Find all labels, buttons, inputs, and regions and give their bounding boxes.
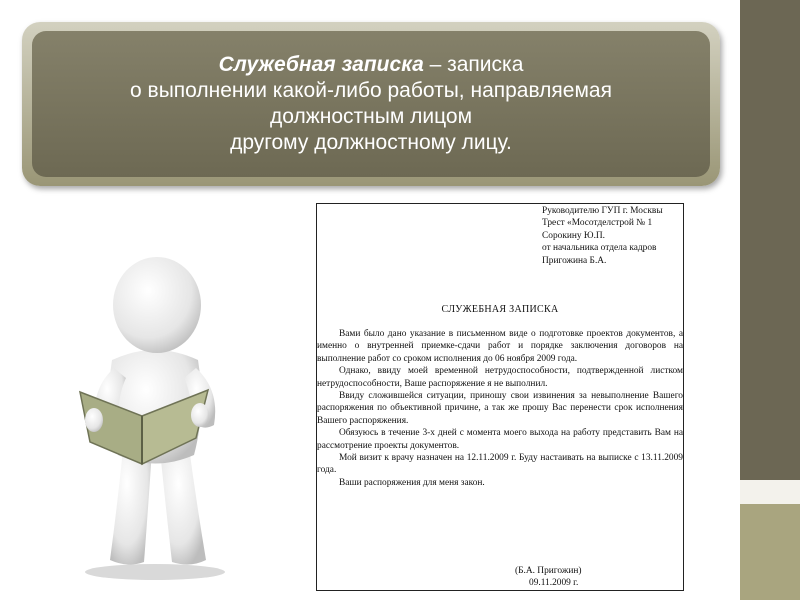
definition-banner-inner (32, 31, 710, 177)
memo-paragraph: Вами было дано указание в письменном виде о подготовке проектов документов, а именно о внутренней приемке-сдачи работ и порядке заключения договоров на выполнение работ со сроком исполнения до 06 ноября 2009 года. (317, 329, 683, 364)
memo-title: СЛУЖЕБНАЯ ЗАПИСКА (441, 304, 559, 315)
address-line: Пригожина Б.А. (542, 255, 607, 266)
address-line: Сорокину Ю.П. (542, 230, 606, 241)
side-bar-light (740, 504, 800, 600)
side-bar-dark (740, 0, 800, 480)
memo-paragraph: Обязуюсь в течение 3-х дней с момента моего выхода на работу представить Вам на рассмотрение проекты документов. (317, 428, 683, 451)
address-line: от начальника отдела кадров (542, 243, 657, 254)
definition-line-4: другому должностному лицу. (230, 131, 512, 154)
memo-paragraph: Однако, ввиду моей временной нетрудоспособности, подтвержденной листком нетрудоспособности, Ваше распоряжение я не выполнил. (317, 366, 683, 389)
memo-body (317, 328, 683, 489)
definition-line-1 (219, 52, 524, 78)
definition-line-2: о выполнении какой-либо работы, направляемая (130, 79, 612, 102)
memo-paragraph: Ввиду сложившейся ситуации, приношу свои извинения за невыполнение Вашего распоряжения по объективной причине, а так же прошу Вас перенести срок исполнения Вашего распоряжения. (317, 391, 683, 426)
memo-paragraph: Ваши распоряжения для меня закон. (339, 477, 485, 488)
definition-rest: – записка (423, 53, 524, 76)
memo-date: 09.11.2009 г. (529, 578, 579, 588)
memo-document (316, 203, 684, 591)
definition-term: Служебная записка (218, 53, 424, 76)
address-line: Руководителю ГУП г. Москвы (542, 206, 663, 216)
reading-figure-illustration (60, 250, 250, 580)
memo-signature: (Б.А. Пригожин) (515, 566, 582, 576)
address-line: Трест «Мосотделстрой № 1 (542, 218, 653, 229)
definition-banner (22, 22, 720, 186)
definition-line-3: должностным лицом (269, 105, 473, 128)
side-bar-gap (740, 480, 800, 504)
memo-paragraph: Мой визит к врачу назначен на 12.11.2009 г. Буду настаивать на выписке с 13.11.2009 года. (317, 453, 683, 476)
memo-address-block (542, 205, 663, 267)
